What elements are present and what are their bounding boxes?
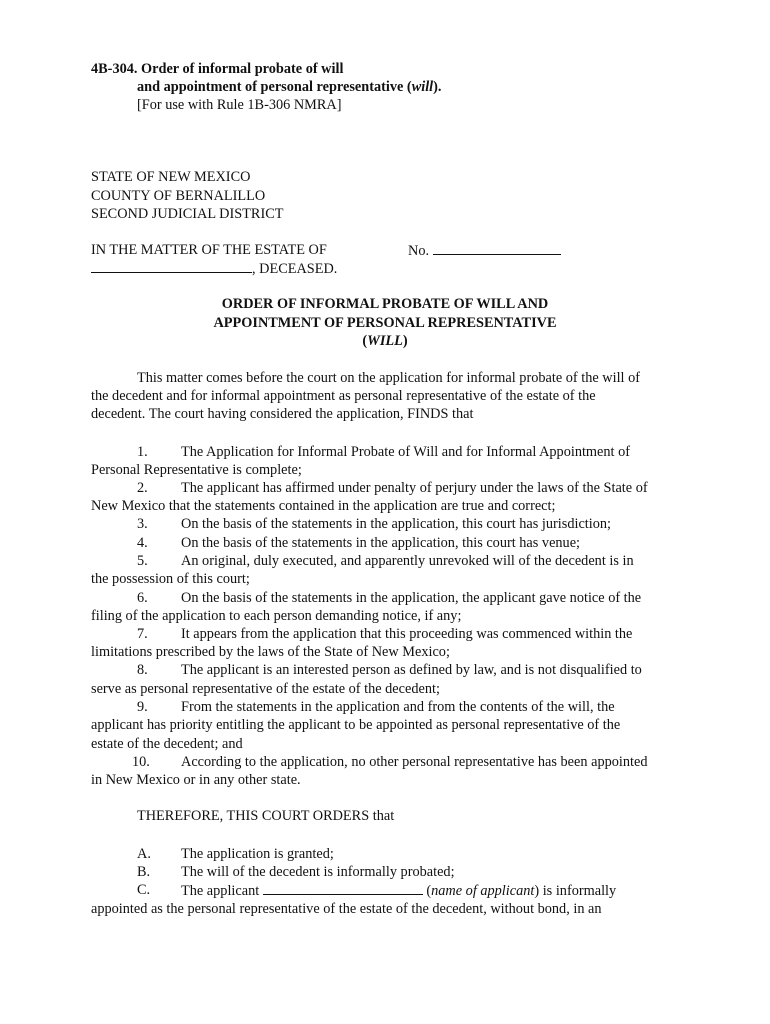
county-name: COUNTY OF BERNALILLO (91, 188, 266, 204)
order-letter: A. (137, 846, 151, 862)
finding-number: 1. (137, 444, 148, 460)
rule-heading: 4B-304. Order of informal probate of will (91, 61, 344, 77)
order-text: The applicant (name of applicant) is informally (181, 883, 617, 899)
finding-text: On the basis of the statements in the application, this court has venue; (181, 535, 581, 551)
finding-number: 7. (137, 626, 148, 642)
finding-text: From the statements in the application and from the contents of the will, the (181, 699, 615, 715)
finding-text: An original, duly executed, and apparently unrevoked will of the decedent is in (181, 553, 634, 569)
case-number: No. (408, 241, 561, 260)
finding-text: estate of the decedent; and (91, 736, 243, 752)
finding-text: It appears from the application that this proceeding was commenced within the (181, 626, 633, 642)
rule-reference: [For use with Rule 1B-306 NMRA] (137, 97, 342, 113)
case-number-blank[interactable] (433, 241, 561, 255)
finding-text: limitations prescribed by the laws of the State of New Mexico; (91, 644, 450, 660)
intro-line: decedent. The court having considered the application, FINDS that (91, 406, 474, 422)
finding-text: On the basis of the statements in the application, this court has jurisdiction; (181, 516, 612, 532)
decedent-name-blank[interactable] (91, 259, 252, 273)
finding-text: the possession of this court; (91, 571, 250, 587)
decedent-line: , DECEASED. (91, 259, 337, 278)
estate-matter: IN THE MATTER OF THE ESTATE OF (91, 242, 327, 258)
order-letter: B. (137, 864, 151, 880)
order-title-line2: APPOINTMENT OF PERSONAL REPRESENTATIVE (213, 315, 557, 331)
finding-text: The applicant is an interested person as defined by law, and is not disqualified to (181, 662, 642, 678)
finding-text: New Mexico that the statements contained in the application are true and correct; (91, 498, 556, 514)
finding-number: 4. (137, 535, 148, 551)
finding-text: in New Mexico or in any other state. (91, 772, 301, 788)
order-text: The will of the decedent is informally probated; (181, 864, 455, 880)
order-text: The application is granted; (181, 846, 334, 862)
finding-text: The applicant has affirmed under penalty of perjury under the laws of the State of (181, 480, 648, 496)
finding-text: According to the application, no other personal representative has been appointed (181, 754, 648, 770)
finding-number: 2. (137, 480, 148, 496)
finding-number: 6. (137, 590, 148, 606)
district-name: SECOND JUDICIAL DISTRICT (91, 206, 284, 222)
order-title-line1: ORDER OF INFORMAL PROBATE OF WILL AND (221, 296, 549, 312)
finding-number: 3. (137, 516, 148, 532)
finding-text: filing of the application to each person demanding notice, if any; (91, 608, 462, 624)
finding-number: 5. (137, 553, 148, 569)
finding-text: applicant has priority entitling the applicant to be appointed as personal representative of the (91, 717, 621, 733)
finding-number: 8. (137, 662, 148, 678)
order-text: appointed as the personal representative of the estate of the decedent, without bond, in an (91, 901, 602, 917)
finding-number: 9. (137, 699, 148, 715)
intro-line: the decedent and for informal appointment as personal representative of the estate of the (91, 388, 596, 404)
state-name: STATE OF NEW MEXICO (91, 169, 251, 185)
finding-text: serve as personal representative of the estate of the decedent; (91, 681, 440, 697)
finding-text: The Application for Informal Probate of Will and for Informal Appointment of (181, 444, 631, 460)
order-letter: C. (137, 882, 151, 898)
finding-text: On the basis of the statements in the application, the applicant gave notice of the (181, 590, 642, 606)
order-title-line3: (WILL) (362, 333, 408, 349)
finding-text: Personal Representative is complete; (91, 462, 302, 478)
orders-heading: THEREFORE, THIS COURT ORDERS that (137, 808, 395, 824)
rule-heading-line2: and appointment of personal representative (will). (137, 79, 442, 95)
finding-number: 10. (132, 754, 150, 770)
intro-line: This matter comes before the court on the application for informal probate of the will of (137, 370, 641, 386)
applicant-name-blank[interactable] (263, 881, 423, 895)
